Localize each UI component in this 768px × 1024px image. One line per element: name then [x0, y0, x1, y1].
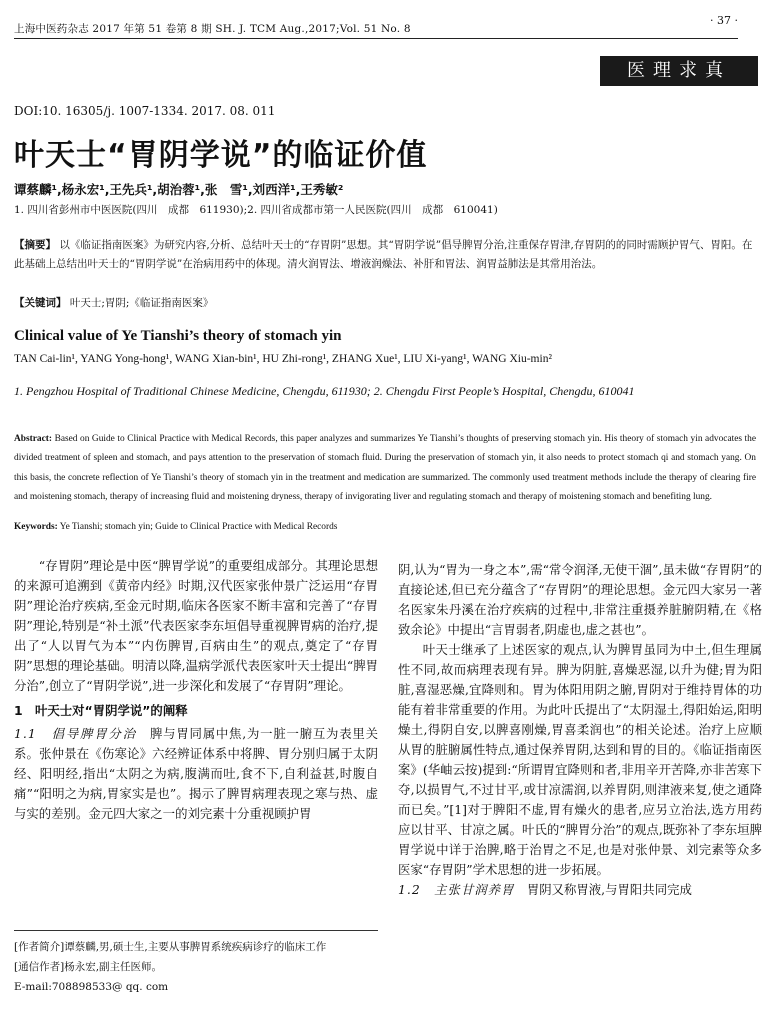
- article-title-en: Clinical value of Ye Tianshi’s theory of stomach yin: [14, 328, 342, 344]
- body-column-right: [398, 560, 762, 900]
- keywords-en-label: Keywords:: [14, 522, 58, 532]
- keywords-en-text: Ye Tianshi; stomach yin; Guide to Clinical Practice with Medical Records: [59, 522, 338, 532]
- footnote-corresponding-author: [通信作者]杨永宏,副主任医师。: [14, 961, 163, 973]
- authors-cn: 谭蔡麟¹,杨永宏¹,王先兵¹,胡治蓉¹,张 雪¹,刘西洋¹,王秀敏²: [14, 182, 344, 197]
- keywords-cn-label: 【关键词】: [14, 297, 67, 309]
- subsection-text: 胃阴又称胃液,与胃阳共同完成: [526, 882, 692, 897]
- subsection-label: 1.2 主张甘润养胃: [398, 882, 515, 897]
- abstract-cn-text: 以《临证指南医案》为研究内容,分析、总结叶天士的“存胃阴”思想。其“胃阴学说”倡导脾胃分治,注重保存胃津,存胃阴的的同时需顾护胃气、胃阳。在此基础上总结出叶天士的“胃阴学说”在治病用药中的体现。清火润胃法、增液润燥法、补肝和胃法、润胃益肺法是其常用治法。: [14, 239, 753, 270]
- abstract-en: [14, 430, 756, 508]
- subsection-text: 脾与胃同属中焦,为一脏一腑互为表里关系。张仲景在《伤寒论》六经辨证体系中将脾、胃分别归属于太阴经、阳明经,指出“太阴之为病,腹满而吐,食不下,自利益甚,时腹自痛”“阳明之为病,胃家实是也”。揭示了脾胃病理表现之寒与热、虚与实的差别。金元四大家之一的刘完素十分重视顾护胃: [14, 726, 378, 821]
- doi: DOI:10. 16305/j. 1007-1334. 2017. 08. 011: [14, 104, 276, 118]
- abstract-en-text: Based on Guide to Clinical Practice with Medical Records, this paper analyzes and summarizes Ye Tianshi’s thoughts of preserving stomach yin. His theory of stomach yin advocates the divided treatment of spleen and stomach, and pays attention to the preservation of stomach fluid. During the preservation of stomach yin, it also needs to protect stomach qi and stomach yang. On this basis, the concrete reflection of Ye Tianshi’s theory of stomach yin in the treatment and medication are summarized. The commonly used treatment methods include the therapy of clearing fire and moistening stomach, therapy of increasing fluid and moistening dryness, therapy of invigorating liver and regulating stomach and therapy of moistening stomach and benefiting lung.: [14, 434, 757, 503]
- author-footnote: [14, 930, 378, 997]
- body-paragraph: 阴,认为“胃为一身之本”,需“常令润泽,无使干涸”,虽未做“存胃阴”的直接论述,但已充分蕴含了“存胃阴”的理论思想。金元四大家另一著名医家朱丹溪在治疗疾病的过程中,非常注重摄养脏腑阴精,在《格致余论》中提出“言胃弱者,阴虚也,虚之甚也”。: [398, 562, 762, 637]
- body-paragraph: 叶天士继承了上述医家的观点,认为脾胃虽同为中土,但生理属性不同,故而病理表现有异。脾为阴脏,喜燥恶湿,以升为健;胃为阳脏,喜湿恶燥,宜降则和。胃为体阳用阴之腑,胃阴对于维持胃体的功能有着非常重要的作用。为此叶氏提出了“太阴湿土,得阳始运,阳明燥土,得阴自安,以脾喜刚燥,胃喜柔润也”的相关论述。治疗上应顺从胃的脏腑属性特点,通过保养胃阴,达到和胃的目的。《临证指南医案》(华岫云按)提到:“所谓胃宜降则和者,非用辛开苦降,亦非苦寒下夺,以损胃气,不过甘平,或甘凉濡润,以养胃阴,则津液来复,使之通降而已矣。”[1]对于脾阳不虚,胃有燥火的患者,应另立治法,选方用药应以甘平、甘凉之属。叶氏的“脾胃分治”的观点,既弥补了李东垣脾胃学说中详于治脾,略于治胃之不足,也是对张仲景、刘完素等众多医家“存胃阴”学术思想的进一步拓展。: [398, 642, 762, 877]
- article-title-cn: 叶天士“胃阴学说”的临证价值: [14, 138, 428, 173]
- abstract-en-label: Abstract:: [14, 434, 53, 444]
- running-header: [14, 8, 738, 39]
- affiliations-en: 1. Pengzhou Hospital of Traditional Chinese Medicine, Chengdu, 611930; 2. Chengdu First People’s Hospital, Chengdu, 610041: [14, 384, 635, 398]
- footnote-author-info: [作者简介]谭蔡麟,男,硕士生,主要从事脾胃系统疾病诊疗的临床工作: [14, 941, 327, 953]
- abstract-cn: [14, 236, 754, 274]
- column-tag: 医理求真: [600, 56, 758, 86]
- body-paragraph: [14, 724, 378, 824]
- keywords-cn: [14, 295, 754, 310]
- affiliations-cn: 1. 四川省彭州市中医医院(四川 成都 611930);2. 四川省成都市第一人民医院(四川 成都 610041): [14, 204, 498, 216]
- body-paragraph: [398, 880, 762, 900]
- footnote-email: E-mail:708898533@ qq. com: [14, 981, 169, 993]
- keywords-cn-text: 叶天士;胃阴;《临证指南医案》: [69, 297, 214, 309]
- subsection-label: 1.1 倡导脾胃分治: [14, 726, 137, 741]
- authors-en: TAN Cai-lin¹, YANG Yong-hong¹, WANG Xian-bin¹, HU Zhi-rong¹, ZHANG Xue¹, LIU Xi-yang¹, WANG Xiu-min²: [14, 353, 552, 365]
- keywords-en: [14, 522, 337, 532]
- body-paragraph: “存胃阴”理论是中医“脾胃学说”的重要组成部分。其理论思想的来源可追溯到《黄帝内经》时期,汉代医家张仲景广泛运用“存胃阴”理论治疗疾病,至金元时期,临床各医家不断丰富和完善了“存胃阴”理论,特别是“补土派”代表医家李东垣倡导重视脾胃病的治疗,提出了“人以胃气为本”“内伤脾胃,百病由生”的观点,奠定了“存胃阴”思想的理论基础。明清以降,温病学派代表医家叶天士提出“脾胃分治”,创立了“胃阴学说”,进一步深化和发展了“存胃阴”理论。: [14, 558, 378, 693]
- page-number: · 37 ·: [710, 14, 738, 27]
- journal-citation: 上海中医药杂志 2017 年第 51 卷第 8 期 SH. J. TCM Aug.,2017;Vol. 51 No. 8: [14, 23, 411, 35]
- abstract-cn-label: 【摘要】: [14, 239, 56, 251]
- section-heading: 1 叶天士对“胃阴学说”的阐释: [14, 703, 188, 718]
- body-column-left: [14, 556, 378, 824]
